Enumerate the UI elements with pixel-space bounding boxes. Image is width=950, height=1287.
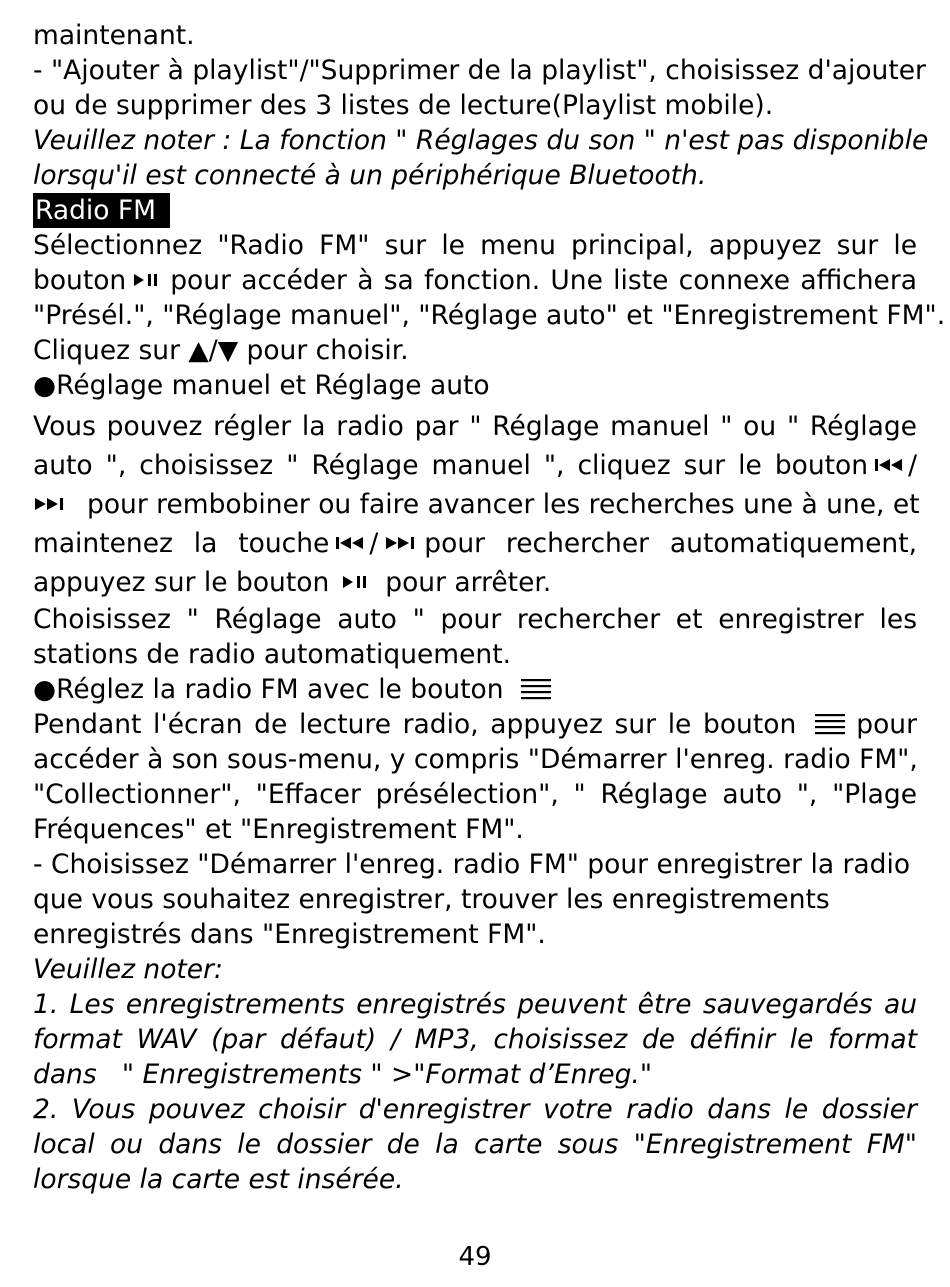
text-fragment: pour [856, 709, 917, 740]
text-line: ou de supprimer des 3 listes de lecture(Playlist mobile). [33, 90, 774, 121]
text-fragment: appuyez sur le bouton [33, 567, 330, 598]
skip-next-icon [384, 536, 418, 550]
manual-page [33, 18, 946, 1197]
text-fragment: ●Réglez la radio FM avec le bouton [33, 674, 504, 705]
text-line: stations de radio automatiquement. [33, 639, 512, 670]
note-line: lorsque la carte est insérée. [33, 1164, 404, 1195]
text-line: - Choisissez "Démarrer l'enreg. radio FM" pour enregistrer la radio [33, 849, 911, 880]
note-line: Veuillez noter : La fonction " Réglages du son " n'est pas disponible [33, 125, 929, 156]
text-fragment: bouton [33, 265, 127, 296]
text-line: accéder à son sous-menu, y compris "Démarrer l'enreg. radio FM", [33, 744, 918, 775]
text-line [33, 485, 920, 524]
page-number: 49 [458, 1242, 492, 1272]
text-line [33, 446, 917, 485]
text-line: Vous pouvez régler la radio par " Réglage manuel " ou " Réglage [33, 411, 917, 442]
menu-icon [520, 677, 552, 701]
skip-next-icon [33, 497, 67, 511]
menu-icon [814, 712, 846, 736]
bullet-heading [33, 672, 917, 707]
text-fragment: / [369, 528, 379, 559]
text-line: maintenant. [33, 20, 195, 51]
play-pause-icon [132, 272, 164, 288]
skip-previous-icon [874, 458, 908, 472]
text-line: Fréquences" et "Enregistrement FM". [33, 814, 524, 845]
text-fragment: pour accéder à sa fonction. Une liste connexe affichera [170, 265, 917, 296]
text-line [33, 563, 917, 602]
note-line: lorsqu'il est connecté à un périphérique Bluetooth. [33, 160, 707, 191]
note-line: 1. Les enregistrements enregistrés peuvent être sauvegardés au [33, 989, 917, 1020]
bullet-heading: ●Réglage manuel et Réglage auto [33, 370, 490, 401]
text-fragment: / [908, 450, 917, 481]
text-fragment: pour rechercher automatiquement, [424, 528, 918, 559]
text-line: Cliquez sur ▲/▼ pour choisir. [33, 335, 409, 366]
note-line: format WAV (par défaut) / MP3, choisissez de définir le format [33, 1024, 917, 1055]
text-fragment: Pendant l'écran de lecture radio, appuyez sur le bouton [33, 709, 797, 740]
text-line: - "Ajouter à playlist"/"Supprimer de la playlist", choisissez d'ajouter [33, 55, 926, 86]
section-heading-label: Radio FM [33, 193, 170, 228]
section-heading-radio-fm [33, 193, 917, 228]
text-fragment: auto ", choisissez " Réglage manuel ", cliquez sur le bouton [33, 450, 869, 481]
text-line: Choisissez " Réglage auto " pour rechercher et enregistrer les [33, 604, 917, 635]
text-fragment: pour rembobiner ou faire avancer les recherches une à une, et [87, 489, 920, 520]
skip-previous-icon [335, 536, 369, 550]
note-line: dans " Enregistrements " >"Format d’Enreg." [33, 1059, 653, 1090]
text-line [33, 263, 917, 298]
text-fragment: pour arrêter. [385, 567, 552, 598]
note-line: local ou dans le dossier de la carte sous "Enregistrement FM" [33, 1129, 917, 1160]
text-line [33, 707, 917, 742]
play-pause-icon [341, 574, 373, 590]
text-line: "Présél.", "Réglage manuel", "Réglage auto" et "Enregistrement FM". [33, 300, 946, 331]
text-line: enregistrés dans "Enregistrement FM". [33, 919, 546, 950]
text-line: "Collectionner", "Effacer présélection", " Réglage auto ", "Plage [33, 779, 917, 810]
text-line [33, 524, 917, 563]
text-line: Sélectionnez "Radio FM" sur le menu principal, appuyez sur le [33, 230, 917, 261]
text-line: que vous souhaitez enregistrer, trouver les enregistrements [33, 884, 830, 915]
note-line: Veuillez noter: [33, 954, 223, 985]
text-fragment: maintenez la touche [33, 528, 330, 559]
note-line: 2. Vous pouvez choisir d'enregistrer votre radio dans le dossier [33, 1094, 917, 1125]
